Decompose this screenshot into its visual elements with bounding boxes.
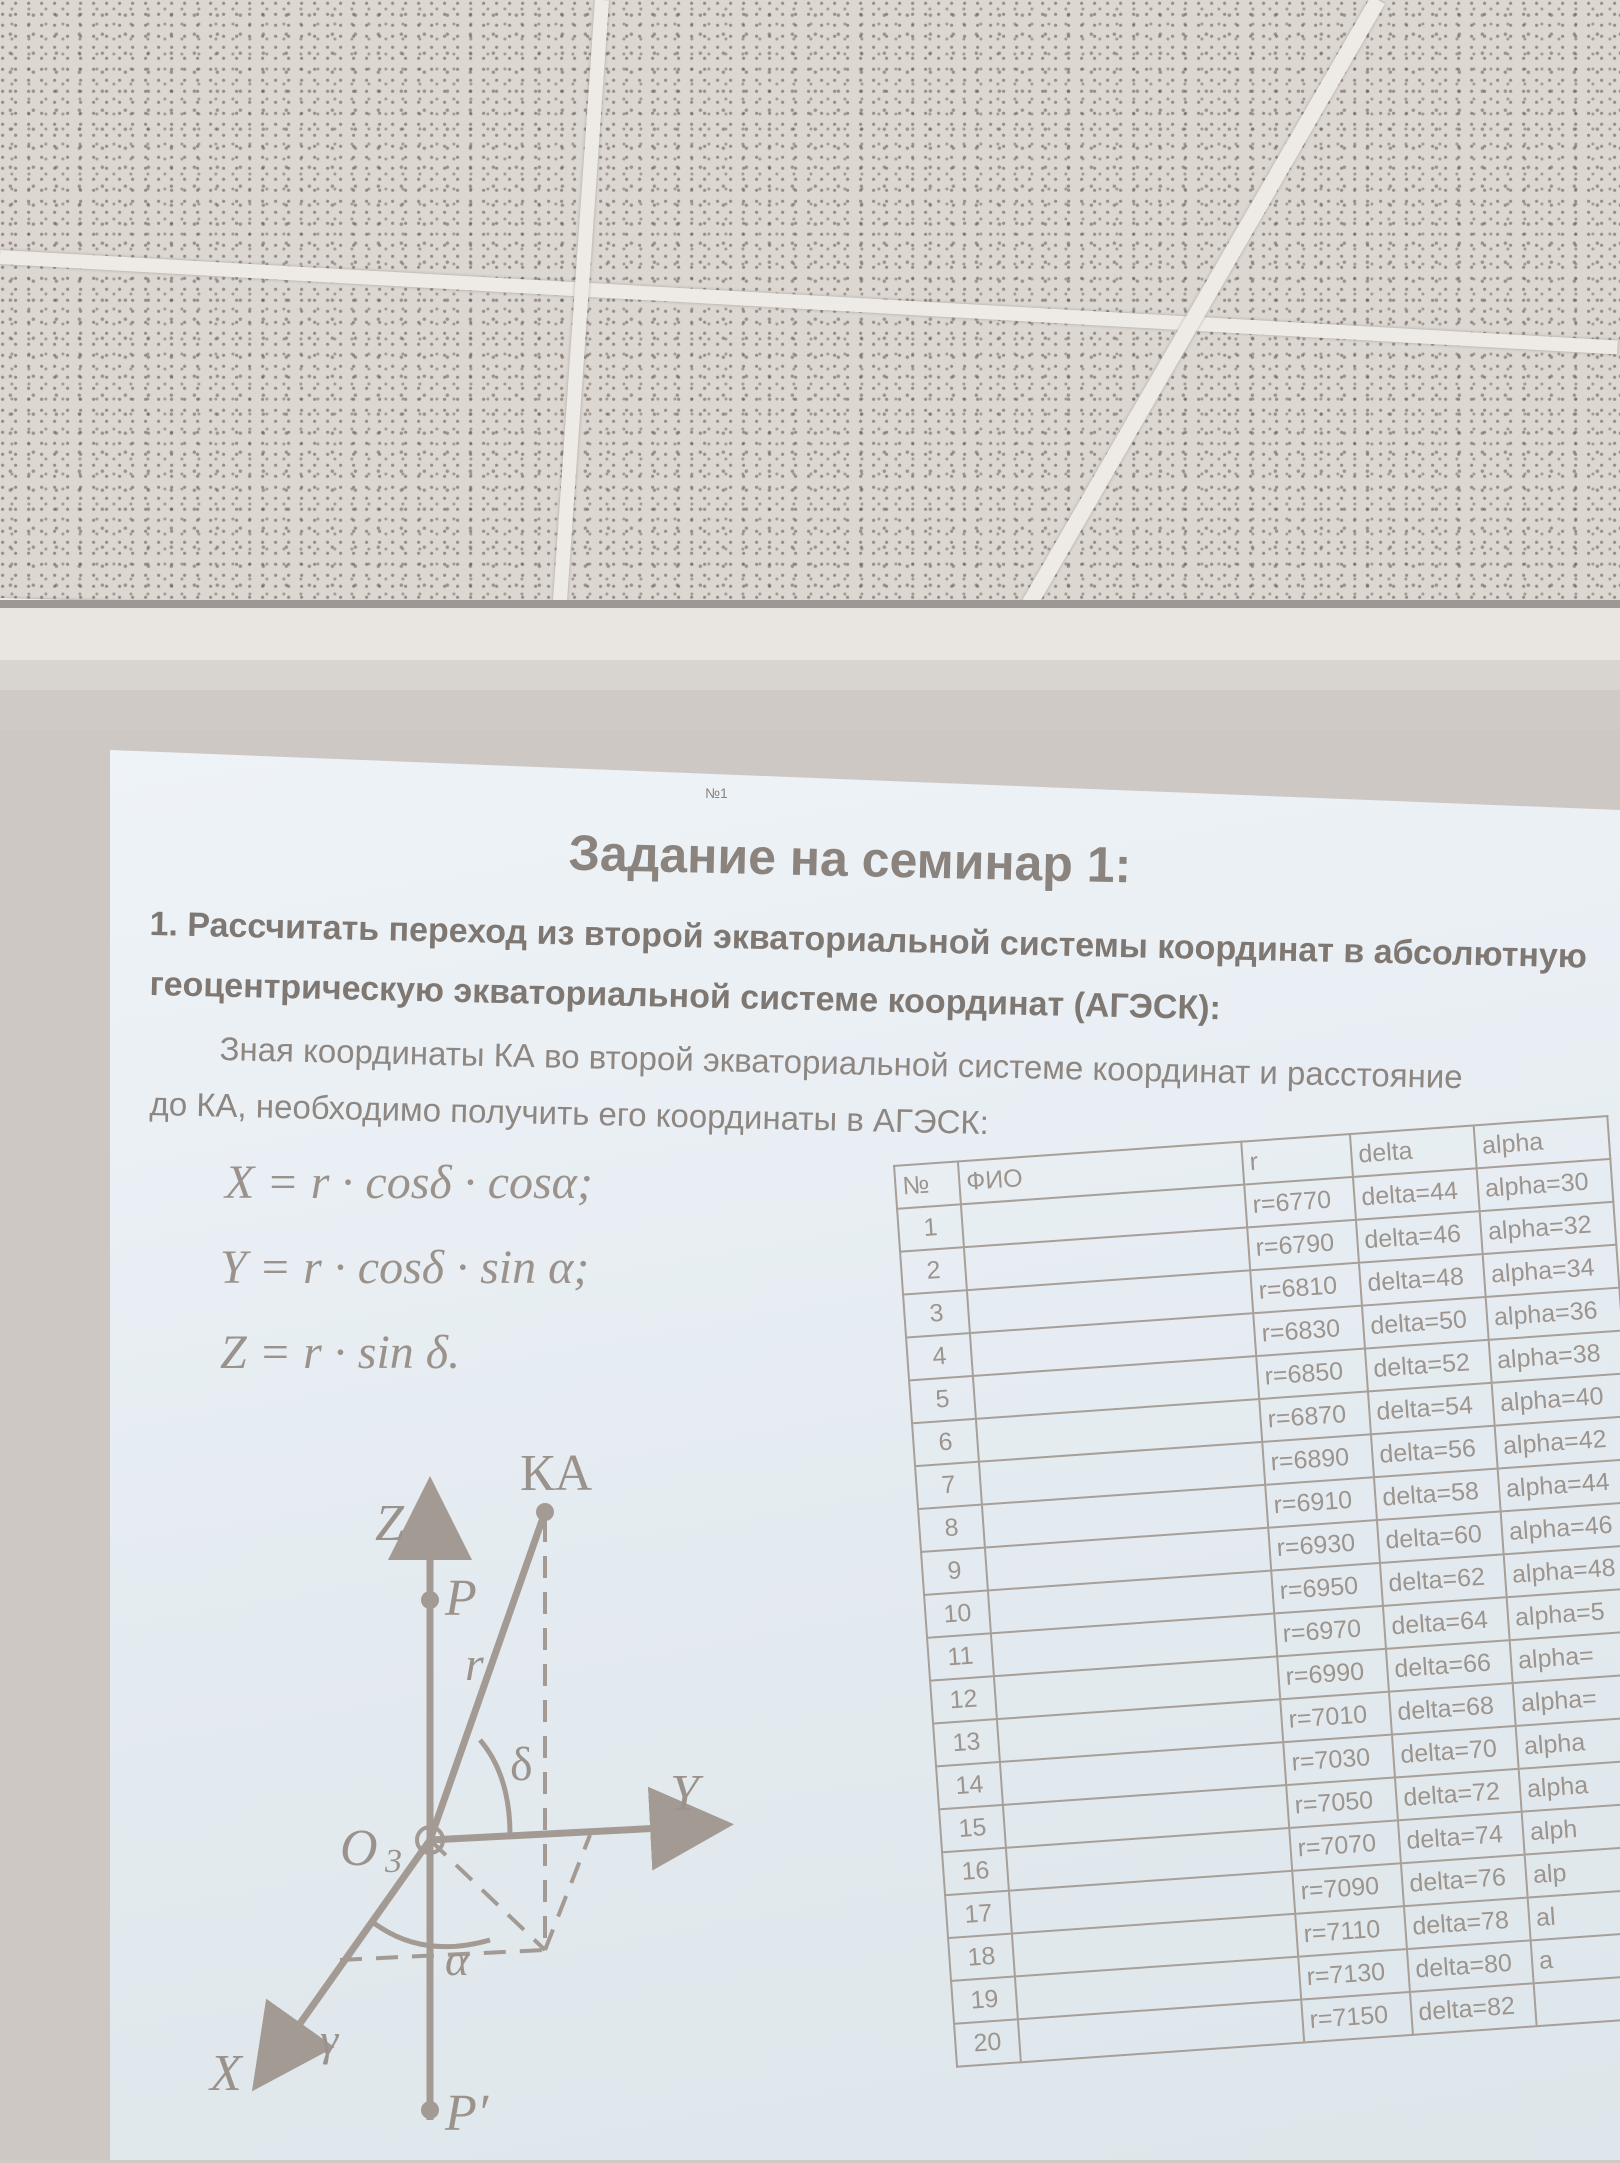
- cell-number: 6: [912, 1419, 979, 1466]
- cell-delta: delta=52: [1365, 1340, 1492, 1392]
- cell-delta: delta=82: [1410, 1983, 1537, 2035]
- cell-r: r=6950: [1271, 1563, 1383, 1613]
- header-number: №: [894, 1161, 961, 1208]
- cell-alpha: alpha=30: [1477, 1159, 1614, 1211]
- cell-r: r=7130: [1298, 1949, 1410, 1999]
- cell-delta: delta=46: [1356, 1211, 1483, 1263]
- cell-r: r=6890: [1262, 1434, 1374, 1484]
- variants-table-wrapper: [893, 1113, 1620, 2162]
- cell-number: 19: [951, 1976, 1018, 2023]
- cell-alpha: alph: [1522, 1802, 1620, 1854]
- formula-x: X = r · cosδ · cosα;: [225, 1156, 593, 1209]
- cell-delta: delta=70: [1392, 1726, 1519, 1778]
- cell-r: r=6770: [1244, 1177, 1356, 1227]
- cell-r: r=6930: [1268, 1520, 1380, 1570]
- cell-number: 13: [933, 1719, 1000, 1766]
- cell-r: r=7030: [1283, 1735, 1395, 1785]
- cell-delta: delta=62: [1380, 1554, 1507, 1606]
- cell-r: r=7050: [1286, 1777, 1398, 1827]
- z-label: Z: [375, 1495, 404, 1552]
- cell-r: r=6990: [1277, 1649, 1389, 1699]
- cell-number: 18: [948, 1934, 1015, 1981]
- cell-delta: delta=60: [1377, 1511, 1504, 1563]
- cell-number: 12: [930, 1676, 997, 1723]
- cell-delta: delta=56: [1371, 1426, 1498, 1478]
- p-label: P: [445, 1570, 477, 1627]
- cell-number: 11: [927, 1633, 994, 1680]
- header-r: r: [1241, 1134, 1353, 1184]
- cell-r: r=6830: [1253, 1306, 1365, 1356]
- cell-alpha: alpha=: [1513, 1674, 1620, 1726]
- cell-number: 4: [906, 1333, 973, 1380]
- origin-label: O: [340, 1820, 378, 1877]
- cell-alpha: a: [1531, 1931, 1620, 1983]
- projector-screen-housing: [0, 600, 1620, 740]
- cell-number: 14: [936, 1762, 1003, 1809]
- cell-alpha: alpha=5: [1507, 1588, 1620, 1640]
- header-alpha: alpha: [1474, 1116, 1611, 1168]
- cell-r: r=7070: [1289, 1820, 1401, 1870]
- cell-alpha: [1534, 1974, 1620, 2026]
- cell-delta: delta=64: [1383, 1597, 1510, 1649]
- cell-alpha: alpha=42: [1495, 1416, 1620, 1468]
- cell-r: r=6970: [1274, 1606, 1386, 1656]
- cell-number: 3: [903, 1290, 970, 1337]
- cell-r: r=6870: [1259, 1391, 1371, 1441]
- cell-r: r=6810: [1250, 1263, 1362, 1313]
- cell-alpha: alpha=: [1510, 1631, 1620, 1683]
- ka-point: [536, 1503, 554, 1521]
- origin-subscript: 3: [385, 1843, 402, 1880]
- cell-r: r=6850: [1256, 1349, 1368, 1399]
- text-line-2: до КА, необходимо получить его координаты в АГЭСК:: [149, 1085, 990, 1142]
- cell-number: 10: [924, 1590, 991, 1637]
- cell-delta: delta=58: [1374, 1469, 1501, 1521]
- cell-delta: delta=74: [1398, 1812, 1525, 1864]
- cell-alpha: alp: [1525, 1845, 1620, 1897]
- ka-label: КА: [520, 1445, 593, 1502]
- cell-r: r=7110: [1295, 1906, 1407, 1956]
- cell-delta: delta=44: [1353, 1168, 1480, 1220]
- delta-arc: [480, 1740, 510, 1835]
- cell-alpha: alpha: [1519, 1759, 1620, 1811]
- projection-to-x: [340, 1950, 545, 1960]
- table-body: [897, 1159, 1620, 2067]
- delta-label: δ: [510, 1738, 533, 1791]
- cell-r: r=6790: [1247, 1220, 1359, 1270]
- cell-r: r=7010: [1280, 1692, 1392, 1742]
- cell-r: r=6910: [1265, 1477, 1377, 1527]
- header-delta: delta: [1350, 1125, 1477, 1177]
- coordinate-diagram: [190, 1440, 750, 2160]
- gamma-label: γ: [320, 2014, 339, 2065]
- p-prime-point: [421, 2101, 439, 2119]
- slide-title: Задание на семинар 1:: [568, 824, 1132, 894]
- cell-alpha: alpha=40: [1492, 1373, 1620, 1425]
- cell-r: r=7090: [1292, 1863, 1404, 1913]
- cell-delta: delta=68: [1389, 1683, 1516, 1735]
- cell-number: 17: [945, 1891, 1012, 1938]
- cell-alpha: alpha=34: [1483, 1245, 1620, 1297]
- p-prime-label: P′: [445, 2085, 489, 2142]
- cell-delta: delta=50: [1362, 1297, 1489, 1349]
- formula-y: Y = r · cosδ · sin α;: [220, 1241, 590, 1294]
- cell-number: 7: [915, 1462, 982, 1509]
- cell-alpha: alpha=48: [1504, 1545, 1620, 1597]
- task-line-2: геоцентрическую экваториальной системе координат (АГЭСК):: [149, 965, 1222, 1028]
- cell-number: 9: [921, 1548, 988, 1595]
- cell-r: r=7150: [1301, 1992, 1413, 2042]
- cell-delta: delta=78: [1404, 1898, 1531, 1950]
- p-point: [421, 1591, 439, 1609]
- cell-number: 1: [897, 1204, 964, 1251]
- cell-number: 15: [939, 1805, 1006, 1852]
- cell-alpha: alpha=32: [1480, 1202, 1617, 1254]
- y-label: Y: [670, 1765, 699, 1822]
- cell-delta: delta=76: [1401, 1855, 1528, 1907]
- cell-alpha: al: [1528, 1888, 1620, 1940]
- cell-number: 2: [900, 1247, 967, 1294]
- projection-to-y: [545, 1835, 590, 1950]
- x-label: X: [210, 2045, 242, 2102]
- cell-delta: delta=66: [1386, 1640, 1513, 1692]
- cell-delta: delta=54: [1368, 1383, 1495, 1435]
- ceiling-tiles: [0, 0, 1620, 640]
- cell-alpha: alpha=46: [1501, 1502, 1620, 1554]
- cell-number: 8: [918, 1505, 985, 1552]
- cell-delta: delta=80: [1407, 1940, 1534, 1992]
- cell-alpha: alpha=36: [1486, 1288, 1620, 1340]
- cell-alpha: alpha=44: [1498, 1459, 1620, 1511]
- formula-z: Z = r · sin δ.: [220, 1326, 461, 1379]
- cell-alpha: alpha=38: [1489, 1331, 1620, 1383]
- cell-number: 20: [954, 2019, 1021, 2066]
- cell-number: 5: [909, 1376, 976, 1423]
- text-line-1: Зная координаты КА во второй экваториальной системе координат и расстояние: [219, 1030, 1464, 1096]
- header-fio: ФИО: [958, 1142, 1244, 1205]
- task-line-1: 1. Рассчитать переход из второй экваториальной системы координат в абсолютную: [149, 905, 1588, 976]
- cell-delta: delta=48: [1359, 1254, 1486, 1306]
- alpha-label: α: [445, 1934, 470, 1985]
- cell-number: 16: [942, 1848, 1009, 1895]
- y-axis: [430, 1825, 720, 1840]
- cell-delta: delta=72: [1395, 1769, 1522, 1821]
- variants-table: [893, 1115, 1620, 2068]
- r-label: r: [465, 1638, 484, 1691]
- cell-alpha: alpha: [1516, 1717, 1620, 1769]
- slide-marker: №1: [705, 785, 728, 801]
